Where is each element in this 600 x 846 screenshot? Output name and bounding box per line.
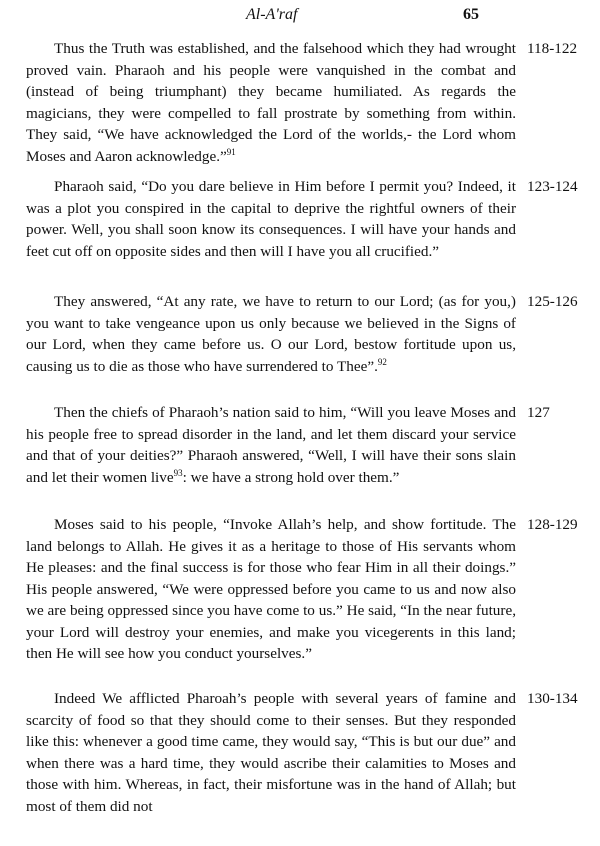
verse-reference-123-124: 123-124 (527, 178, 578, 195)
paragraph-123-124 (26, 176, 516, 262)
verse-reference-118-122: 118-122 (527, 40, 578, 57)
verse-reference-127: 127 (527, 404, 550, 421)
paragraph-text: Thus the Truth was established, and the falsehood which they had wrought proved vain. Pharaoh and his people were vanquished in the combat and (instead of being triumphant) they became humiliated. As regards the magicians, they were compelled to fall prostrate by something from within. They said, “We have acknowledged the Lord of the worlds,- the Lord whom Moses and Aaron acknowledge.” (26, 40, 516, 165)
footnote-marker-91: 91 (226, 146, 236, 157)
paragraph-text: Indeed We afflicted Pharoah’s people with several years of famine and scarcity of food so that they should come to their senses. But they responded like this: whenever a good time came, they would say, “This is but our due” and when there was a hard time, they would ascribe their calamities to Moses and those with him. Whereas, in fact, their misfortune was in the hand of Allah; but most of them did not (26, 690, 516, 815)
verse-reference-125-126: 125-126 (527, 293, 578, 310)
paragraph-118-122 (26, 38, 516, 167)
paragraph-text-continued: : we have a strong hold over them.” (182, 468, 400, 486)
paragraph-127 (26, 402, 516, 488)
paragraph-128-129 (26, 514, 516, 665)
verse-reference-128-129: 128-129 (527, 516, 578, 533)
paragraph-125-126 (26, 291, 516, 377)
paragraph-text: Moses said to his people, “Invoke Allah’s help, and show fortitude. The land belongs to Allah. He gives it as a heritage to those of His servants whom He pleases: and the final success is for those who fear Him in all their doings.” His people answered, “We were oppressed before you came to us and now also we are being oppressed since you have come to us.” He said, “In the near future, your Lord will destroy your enemies, and make you vicegerents in this land; then He will see how you conduct yourselves.” (26, 516, 516, 662)
footnote-marker-93: 93 (173, 467, 183, 478)
running-title: Al-A'raf (246, 6, 298, 23)
footnote-marker-92: 92 (377, 356, 387, 367)
paragraph-130-134 (26, 688, 516, 817)
verse-reference-130-134: 130-134 (527, 690, 578, 707)
page-number: 65 (463, 6, 479, 23)
paragraph-text: Then the chiefs of Pharaoh’s nation said to him, “Will you leave Moses and his people free to spread disorder in the land, and let them discard your service and that of your deities?” Pharaoh answered, “Well, I will have their sons slain and let their women live (26, 404, 516, 486)
paragraph-text: Pharaoh said, “Do you dare believe in Him before I permit you? Indeed, it was a plot you conspired in the capital to deprive the rightful owners of their power. Well, you shall soon know its consequences. I will have your hands and feet cut off on opposite sides and then will I have you all crucified.” (26, 178, 516, 260)
paragraph-text: They answered, “At any rate, we have to return to our Lord; (as for you,) you want to take vengeance upon us only because we believed in the Signs of our Lord, when they came before us. O our Lord, bestow fortitude upon us, causing us to die as those who have surrendered to Thee”. (26, 293, 516, 375)
page-header (0, 6, 600, 30)
